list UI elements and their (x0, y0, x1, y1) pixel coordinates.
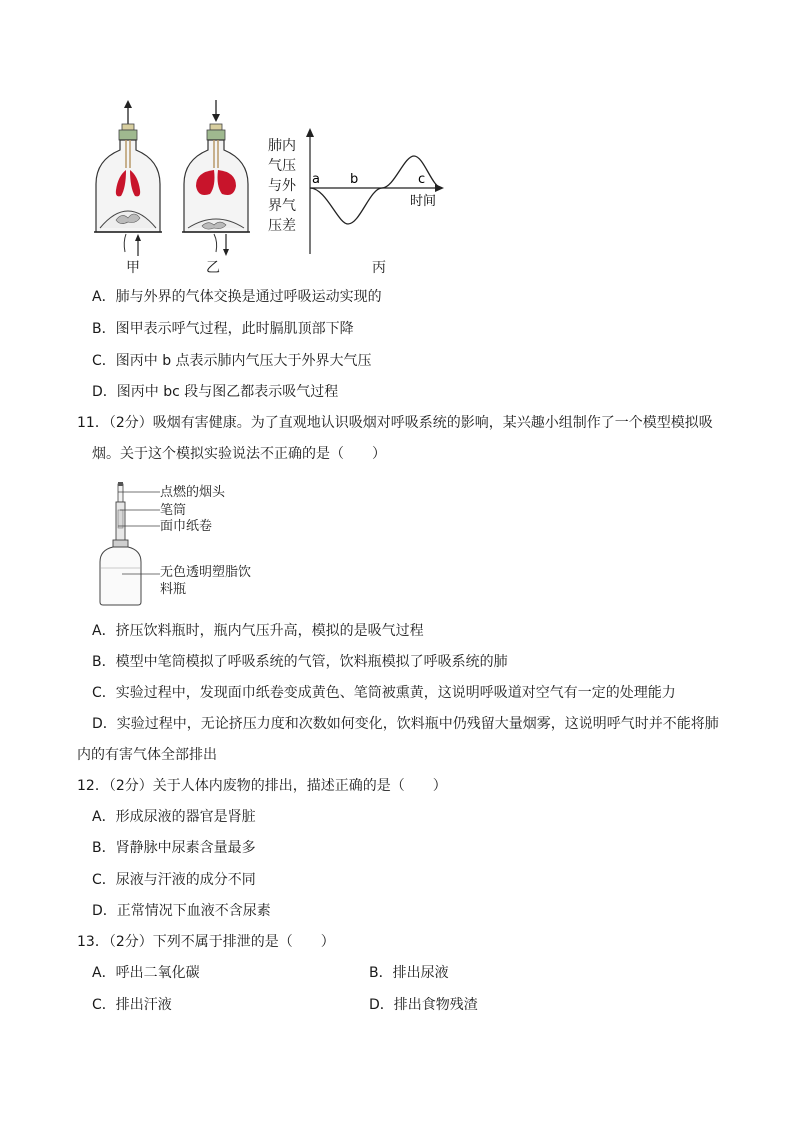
q11-stem: 11．（2分）吸烟有害健康。为了直观地认识吸烟对呼吸系统的影响，某兴趣小组制作了一个模型模拟吸 (77, 415, 713, 431)
q13-stem: 13．（2分）下列不属于排泄的是（ ） (77, 934, 335, 950)
q10-option-a: A．肺与外界的气体交换是通过呼吸运动实现的 (92, 289, 382, 305)
q11-option-d-cont: 内的有害气体全部排出 (77, 747, 217, 763)
q12-option-b: B．肾静脉中尿素含量最多 (92, 840, 256, 856)
q12-option-a: A．形成尿液的器官是肾脏 (92, 809, 256, 825)
q13-option-a: A．呼出二氧化碳 (92, 965, 200, 981)
label-plastic-bottle: 无色透明塑脂饮 (160, 565, 252, 580)
caption-jia: 甲 (126, 260, 140, 276)
bell-jar-yi (182, 100, 250, 256)
q12-stem: 12．（2分）关于人体内废物的排出，描述正确的是（ ） (77, 778, 447, 794)
q10-option-d: D．图丙中 bc 段与图乙都表示吸气过程 (92, 384, 339, 400)
bell-jar-figure (90, 98, 265, 258)
q13-option-d: D．排出食物残渣 (369, 997, 478, 1013)
q12-option-d: D．正常情况下血液不含尿素 (92, 903, 271, 919)
q10-option-b: B．图甲表示呼气过程，此时膈肌顶部下降 (92, 321, 354, 337)
graph-xlabel: 时间 (410, 194, 437, 209)
graph-ylabel-line: 肺内 (268, 138, 296, 154)
caption-bing: 丙 (372, 260, 386, 276)
graph-ylabel-line: 气压 (268, 158, 296, 174)
smoking-model-leaders (118, 488, 162, 588)
graph-point-b: b (350, 172, 359, 187)
label-lit-cigarette: 点燃的烟头 (160, 485, 226, 500)
label-tissue-roll: 面巾纸卷 (160, 519, 213, 534)
q11-option-d: D．实验过程中，无论挤压力度和次数如何变化，饮料瓶中仍残留大量烟雾，这说明呼气时并不能将肺 (92, 716, 719, 732)
graph-point-a: a (312, 172, 320, 187)
caption-yi: 乙 (206, 260, 220, 276)
label-plastic-bottle-cont: 料瓶 (160, 582, 187, 597)
pressure-graph (300, 126, 450, 256)
q11-option-b: B．模型中笔筒模拟了呼吸系统的气管，饮料瓶模拟了呼吸系统的肺 (92, 654, 508, 670)
q13-option-c: C．排出汗液 (92, 997, 172, 1013)
bell-jar-jia (94, 100, 162, 256)
q11-option-a: A．挤压饮料瓶时，瓶内气压升高，模拟的是吸气过程 (92, 623, 424, 639)
q10-option-c: C．图丙中 b 点表示肺内气压大于外界大气压 (92, 353, 372, 369)
graph-ylabel-line: 压差 (268, 218, 296, 234)
q11-stem-cont: 烟。关于这个模拟实验说法不正确的是（ ） (92, 446, 386, 462)
q12-option-c: C．尿液与汗液的成分不同 (92, 872, 256, 888)
graph-ylabel-line: 与外 (268, 178, 296, 194)
graph-ylabel-line: 界气 (268, 198, 296, 214)
graph-point-c: c (418, 172, 426, 187)
q11-option-c: C．实验过程中，发现面巾纸卷变成黄色、笔筒被熏黄，这说明呼吸道对空气有一定的处理能力 (92, 685, 676, 701)
graph-ylabel (268, 136, 300, 236)
q13-option-b: B．排出尿液 (369, 965, 449, 981)
label-pen-holder: 笔筒 (160, 503, 187, 518)
